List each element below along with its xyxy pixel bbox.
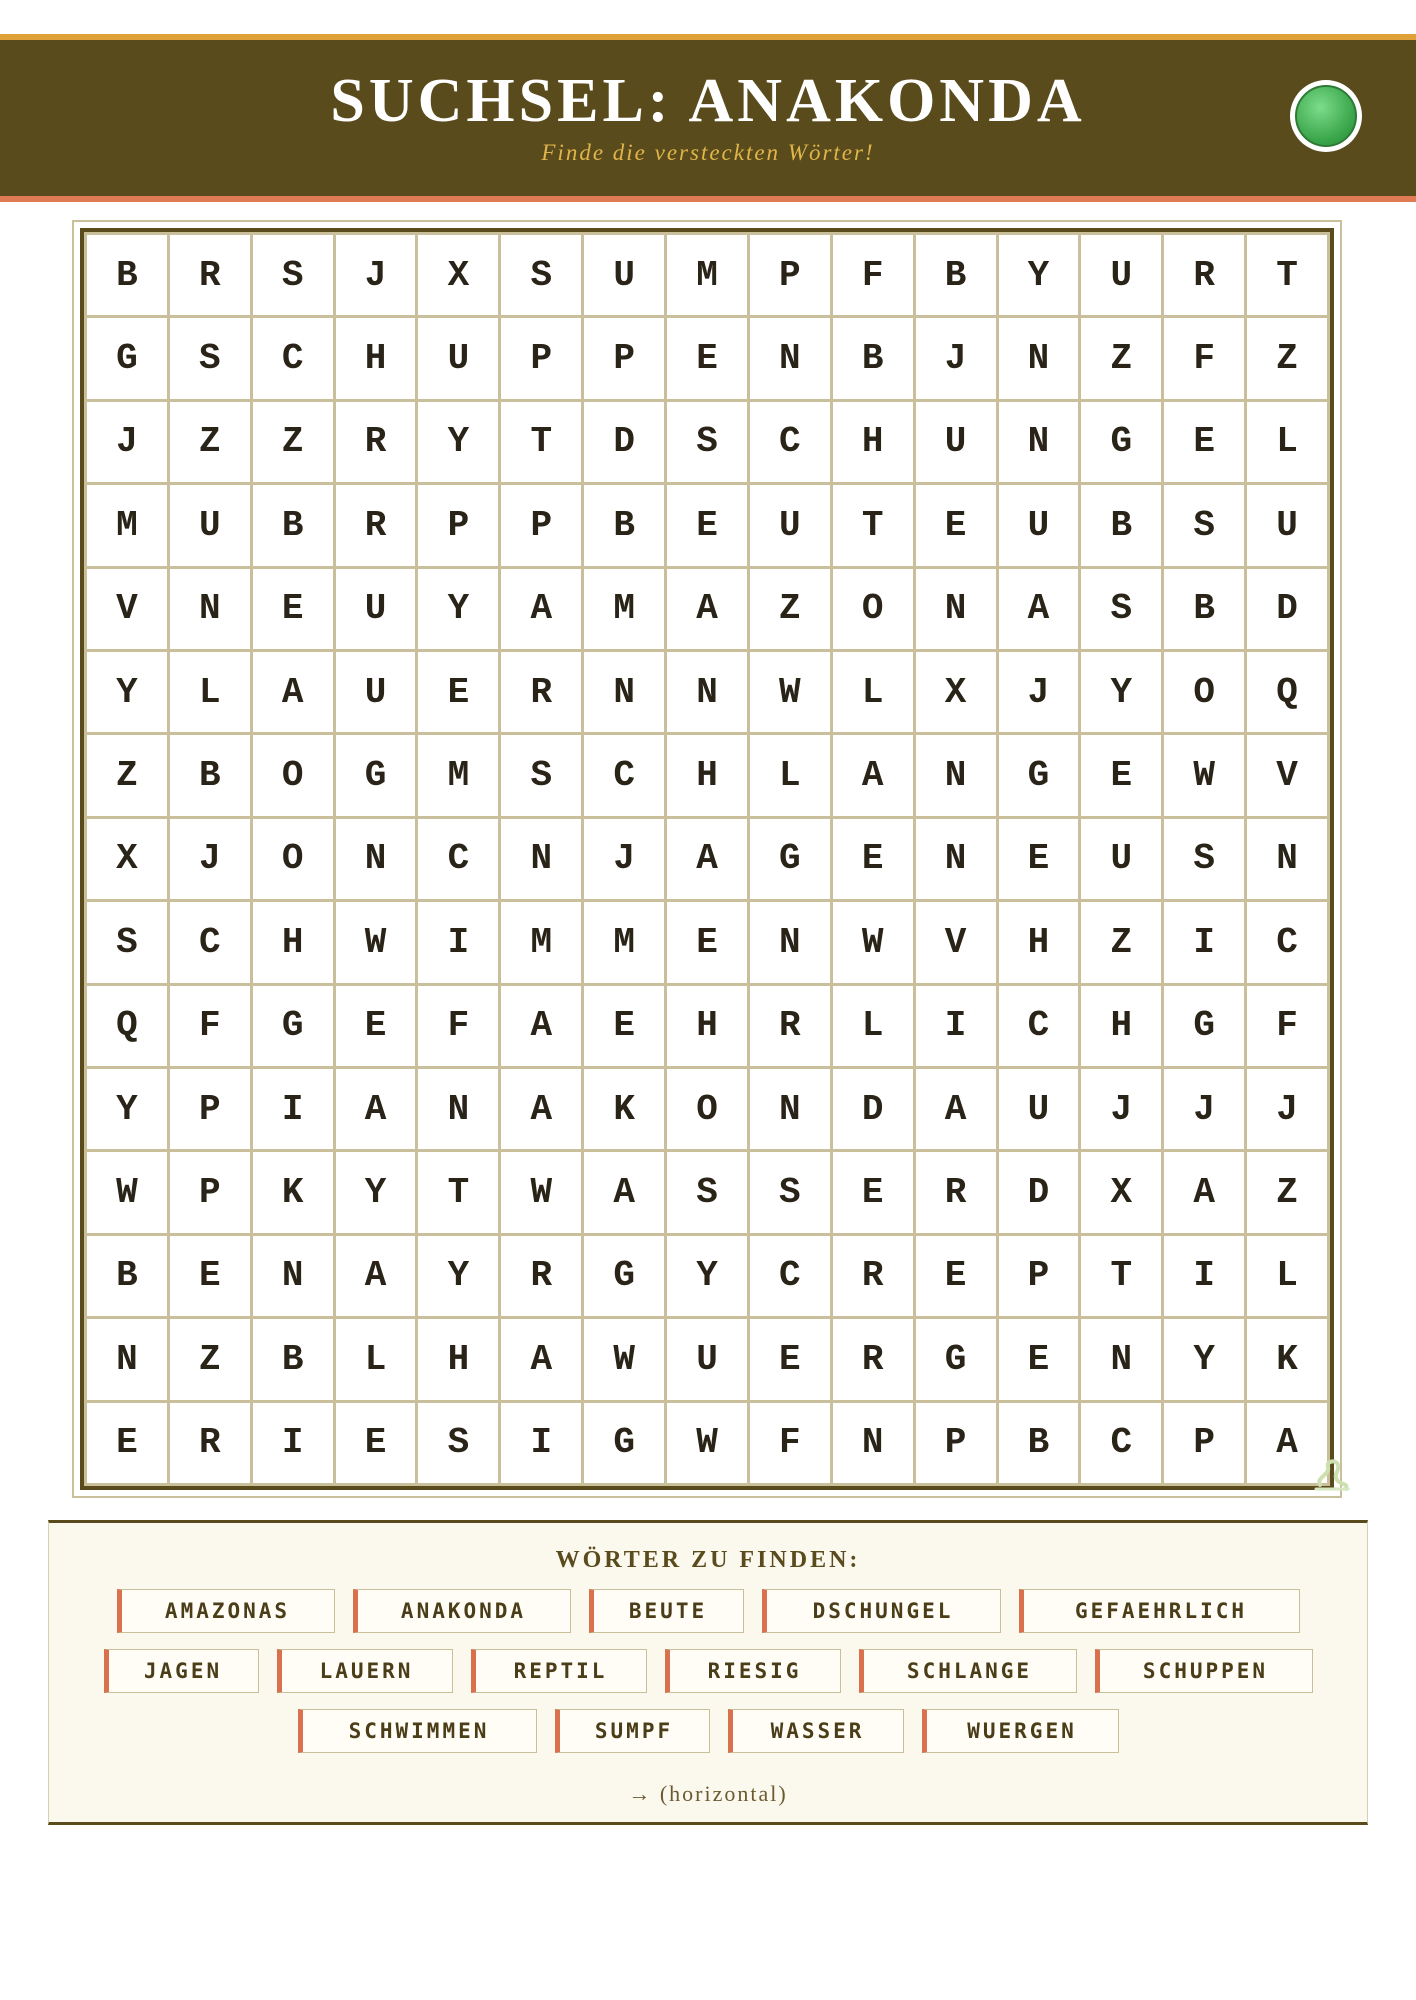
grid-cell[interactable]: M xyxy=(501,902,581,982)
grid-cell[interactable]: H xyxy=(833,402,913,482)
grid-cell[interactable]: Y xyxy=(87,1069,167,1149)
grid-cell[interactable]: C xyxy=(170,902,250,982)
word-tag: RIESIG xyxy=(665,1649,841,1693)
grid-cell[interactable]: P xyxy=(750,235,830,315)
word-tag: BEUTE xyxy=(589,1589,744,1633)
grid-cell[interactable]: E xyxy=(999,819,1079,899)
word-tag: ANAKONDA xyxy=(353,1589,571,1633)
grid-cell[interactable]: L xyxy=(170,652,250,732)
grid-cell[interactable]: S xyxy=(501,735,581,815)
grid-cell[interactable]: Y xyxy=(1081,652,1161,732)
grid-cell[interactable]: B xyxy=(253,485,333,565)
grid-cell[interactable]: W xyxy=(667,1403,747,1483)
grid-cell[interactable]: Q xyxy=(1247,652,1327,732)
grid-cell[interactable]: U xyxy=(1247,485,1327,565)
grid-cell[interactable]: N xyxy=(750,1069,830,1149)
grid-cell[interactable]: O xyxy=(253,735,333,815)
word-list-row xyxy=(49,1649,1367,1693)
grid-cell[interactable]: T xyxy=(1081,1236,1161,1316)
grid-cell[interactable]: W xyxy=(584,1319,664,1399)
grid-cell[interactable]: N xyxy=(916,819,996,899)
grid-cell[interactable]: K xyxy=(584,1069,664,1149)
grid-cell[interactable]: G xyxy=(584,1403,664,1483)
grid-cell[interactable]: K xyxy=(1247,1319,1327,1399)
grid-cell[interactable]: Z xyxy=(170,1319,250,1399)
grid-cell[interactable]: I xyxy=(253,1069,333,1149)
grid-cell[interactable]: E xyxy=(916,485,996,565)
grid-cell[interactable]: H xyxy=(667,986,747,1066)
grid-cell[interactable]: P xyxy=(584,318,664,398)
grid-cell[interactable]: Z xyxy=(253,402,333,482)
grid-cell[interactable]: D xyxy=(833,1069,913,1149)
grid-cell[interactable]: B xyxy=(999,1403,1079,1483)
grid-cell[interactable]: E xyxy=(667,485,747,565)
grid-cell[interactable]: E xyxy=(336,986,416,1066)
grid-cell[interactable]: U xyxy=(667,1319,747,1399)
grid-cell[interactable]: E xyxy=(170,1236,250,1316)
grid-cell[interactable]: J xyxy=(1081,1069,1161,1149)
status-indicator xyxy=(1290,80,1362,152)
grid-cell[interactable]: W xyxy=(501,1152,581,1232)
grid-cell[interactable]: G xyxy=(1164,986,1244,1066)
grid-cell[interactable]: A xyxy=(1247,1403,1327,1483)
grid-cell[interactable]: U xyxy=(584,235,664,315)
grid-cell[interactable]: G xyxy=(750,819,830,899)
grid-cell[interactable]: Z xyxy=(1247,1152,1327,1232)
grid-cell[interactable]: S xyxy=(253,235,333,315)
letter-grid xyxy=(80,228,1334,1490)
grid-cell[interactable]: L xyxy=(1247,402,1327,482)
grid-cell[interactable]: Y xyxy=(418,402,498,482)
grid-cell[interactable]: Y xyxy=(418,1236,498,1316)
grid-cell[interactable]: S xyxy=(170,318,250,398)
grid-cell[interactable]: D xyxy=(584,402,664,482)
grid-cell[interactable]: A xyxy=(584,1152,664,1232)
grid-cell[interactable]: A xyxy=(501,569,581,649)
grid-cell[interactable]: S xyxy=(1164,819,1244,899)
grid-cell[interactable]: B xyxy=(87,1236,167,1316)
grid-cell[interactable]: X xyxy=(418,235,498,315)
grid-cell[interactable]: H xyxy=(336,318,416,398)
grid-cell[interactable]: N xyxy=(336,819,416,899)
grid-cell[interactable]: A xyxy=(336,1069,416,1149)
grid-cell[interactable]: N xyxy=(999,318,1079,398)
grid-cell[interactable]: W xyxy=(833,902,913,982)
grid-cell[interactable]: X xyxy=(916,652,996,732)
grid-cell[interactable]: J xyxy=(1247,1069,1327,1149)
grid-cell[interactable]: Y xyxy=(87,652,167,732)
grid-cell[interactable]: E xyxy=(336,1403,416,1483)
grid-cell[interactable]: V xyxy=(916,902,996,982)
grid-cell[interactable]: H xyxy=(253,902,333,982)
grid-cell[interactable]: F xyxy=(418,986,498,1066)
grid-cell[interactable]: I xyxy=(1164,1236,1244,1316)
grid-cell[interactable]: U xyxy=(336,569,416,649)
grid-cell[interactable]: X xyxy=(87,819,167,899)
word-list-row xyxy=(49,1709,1367,1753)
grid-cell[interactable]: R xyxy=(833,1236,913,1316)
grid-cell[interactable]: E xyxy=(418,652,498,732)
grid-cell[interactable]: R xyxy=(501,1236,581,1316)
page-title: SUCHSEL: ANAKONDA xyxy=(330,67,1086,135)
grid-cell[interactable]: P xyxy=(170,1069,250,1149)
grid-cell[interactable]: N xyxy=(833,1403,913,1483)
grid-cell[interactable]: A xyxy=(253,652,333,732)
grid-cell[interactable]: H xyxy=(1081,986,1161,1066)
grid-cell[interactable]: C xyxy=(584,735,664,815)
grid-cell[interactable]: U xyxy=(916,402,996,482)
grid-cell[interactable]: U xyxy=(999,485,1079,565)
grid-cell[interactable]: M xyxy=(584,902,664,982)
grid-cell[interactable]: I xyxy=(418,902,498,982)
grid-cell[interactable]: B xyxy=(253,1319,333,1399)
grid-cell[interactable]: E xyxy=(833,819,913,899)
page-subtitle: Finde die versteckten Wörter! xyxy=(541,140,875,165)
grid-cell[interactable]: Y xyxy=(667,1236,747,1316)
grid-cell[interactable]: F xyxy=(833,235,913,315)
grid-cell[interactable]: R xyxy=(916,1152,996,1232)
grid-cell[interactable]: F xyxy=(750,1403,830,1483)
grid-cell[interactable]: J xyxy=(87,402,167,482)
grid-cell[interactable]: N xyxy=(584,652,664,732)
grid-cell[interactable]: P xyxy=(501,318,581,398)
grid-cell[interactable]: G xyxy=(253,986,333,1066)
grid-cell[interactable]: G xyxy=(999,735,1079,815)
grid-cell[interactable]: B xyxy=(1081,485,1161,565)
grid-cell[interactable]: R xyxy=(750,986,830,1066)
grid-cell[interactable]: U xyxy=(336,652,416,732)
grid-cell[interactable]: E xyxy=(1164,402,1244,482)
grid-cell[interactable]: U xyxy=(750,485,830,565)
grid-cell[interactable]: W xyxy=(87,1152,167,1232)
grid-cell[interactable]: G xyxy=(1081,402,1161,482)
grid-cell[interactable]: A xyxy=(501,1069,581,1149)
green-circle-icon xyxy=(1295,85,1357,147)
grid-cell[interactable]: Z xyxy=(1247,318,1327,398)
grid-cell[interactable]: S xyxy=(750,1152,830,1232)
grid-cell[interactable]: O xyxy=(833,569,913,649)
grid-cell[interactable]: M xyxy=(584,569,664,649)
word-tag: SCHWIMMEN xyxy=(298,1709,537,1753)
grid-cell[interactable]: F xyxy=(1164,318,1244,398)
grid-cell[interactable]: O xyxy=(1164,652,1244,732)
grid-cell[interactable]: N xyxy=(418,1069,498,1149)
grid-cell[interactable]: E xyxy=(667,902,747,982)
grid-cell[interactable]: I xyxy=(501,1403,581,1483)
grid-cell[interactable]: P xyxy=(418,485,498,565)
grid-cell[interactable]: T xyxy=(501,402,581,482)
grid-cell[interactable]: U xyxy=(1081,819,1161,899)
grid-cell[interactable]: D xyxy=(1247,569,1327,649)
grid-cell[interactable]: M xyxy=(667,235,747,315)
grid-cell[interactable]: A xyxy=(501,986,581,1066)
grid-cell[interactable]: N xyxy=(170,569,250,649)
grid-cell[interactable]: P xyxy=(999,1236,1079,1316)
grid-cell[interactable]: F xyxy=(1247,986,1327,1066)
grid-cell[interactable]: C xyxy=(750,1236,830,1316)
grid-cell[interactable]: H xyxy=(418,1319,498,1399)
grid-cell[interactable]: V xyxy=(87,569,167,649)
word-tag: SUMPF xyxy=(555,1709,710,1753)
grid-cell[interactable]: N xyxy=(750,902,830,982)
grid-cell[interactable]: E xyxy=(833,1152,913,1232)
grid-cell[interactable]: J xyxy=(170,819,250,899)
word-tag: REPTIL xyxy=(471,1649,647,1693)
grid-cell[interactable]: N xyxy=(916,569,996,649)
grid-cell[interactable]: E xyxy=(916,1236,996,1316)
grid-cell[interactable]: L xyxy=(750,735,830,815)
grid-cell[interactable]: L xyxy=(336,1319,416,1399)
grid-cell[interactable]: E xyxy=(667,318,747,398)
grid-cell[interactable]: A xyxy=(833,735,913,815)
word-tag: SCHLANGE xyxy=(859,1649,1077,1693)
grid-cell[interactable]: M xyxy=(87,485,167,565)
grid-cell[interactable]: J xyxy=(584,819,664,899)
grid-cell[interactable]: A xyxy=(501,1319,581,1399)
word-tag: JAGEN xyxy=(104,1649,259,1693)
grid-cell[interactable]: P xyxy=(170,1152,250,1232)
grid-cell[interactable]: C xyxy=(418,819,498,899)
grid-cell[interactable]: Z xyxy=(750,569,830,649)
grid-cell[interactable]: S xyxy=(667,402,747,482)
grid-cell[interactable]: B xyxy=(87,235,167,315)
grid-cell[interactable]: A xyxy=(667,569,747,649)
grid-cell[interactable]: N xyxy=(501,819,581,899)
grid-cell[interactable]: C xyxy=(1081,1403,1161,1483)
grid-cell[interactable]: Y xyxy=(999,235,1079,315)
grid-cell[interactable]: L xyxy=(833,986,913,1066)
grid-cell[interactable]: B xyxy=(833,318,913,398)
snake-icon xyxy=(1312,1455,1352,1495)
grid-cell[interactable]: P xyxy=(1164,1403,1244,1483)
grid-cell[interactable]: U xyxy=(999,1069,1079,1149)
grid-cell[interactable]: A xyxy=(916,1069,996,1149)
grid-cell[interactable]: I xyxy=(1164,902,1244,982)
grid-cell[interactable]: F xyxy=(170,986,250,1066)
grid-cell[interactable]: P xyxy=(916,1403,996,1483)
grid-cell[interactable]: R xyxy=(501,652,581,732)
grid-cell[interactable]: T xyxy=(833,485,913,565)
grid-cell[interactable]: A xyxy=(336,1236,416,1316)
grid-cell[interactable]: L xyxy=(1247,1236,1327,1316)
grid-cell[interactable]: S xyxy=(418,1403,498,1483)
word-list-row xyxy=(49,1589,1367,1633)
grid-cell[interactable]: G xyxy=(336,735,416,815)
grid-cell[interactable]: G xyxy=(87,318,167,398)
word-tag: SCHUPPEN xyxy=(1095,1649,1313,1693)
grid-cell[interactable]: E xyxy=(584,986,664,1066)
grid-cell[interactable]: G xyxy=(584,1236,664,1316)
grid-cell[interactable]: C xyxy=(1247,902,1327,982)
grid-cell[interactable]: K xyxy=(253,1152,333,1232)
grid-cell[interactable]: R xyxy=(833,1319,913,1399)
grid-cell[interactable]: B xyxy=(170,735,250,815)
grid-cell[interactable]: A xyxy=(667,819,747,899)
grid-cell[interactable]: A xyxy=(1164,1152,1244,1232)
grid-cell[interactable]: W xyxy=(1164,735,1244,815)
grid-cell[interactable]: J xyxy=(916,318,996,398)
grid-cell[interactable]: I xyxy=(916,986,996,1066)
grid-cell[interactable]: Z xyxy=(1081,902,1161,982)
grid-cell[interactable]: R xyxy=(336,485,416,565)
words-panel xyxy=(48,1520,1368,1825)
word-tag: WUERGEN xyxy=(922,1709,1119,1753)
grid-cell[interactable]: D xyxy=(999,1152,1079,1232)
grid-cell[interactable]: J xyxy=(336,235,416,315)
word-tag: LAUERN xyxy=(277,1649,453,1693)
grid-cell[interactable]: C xyxy=(999,986,1079,1066)
grid-cell[interactable]: W xyxy=(750,652,830,732)
grid-cell[interactable]: E xyxy=(1081,735,1161,815)
word-tag: GEFAEHRLICH xyxy=(1019,1589,1300,1633)
grid-cell[interactable]: P xyxy=(501,485,581,565)
word-tag: WASSER xyxy=(728,1709,904,1753)
grid-cell[interactable]: M xyxy=(418,735,498,815)
grid-cell[interactable]: S xyxy=(501,235,581,315)
grid-cell[interactable]: J xyxy=(1164,1069,1244,1149)
grid-cell[interactable]: V xyxy=(1247,735,1327,815)
grid-cell[interactable]: Q xyxy=(87,986,167,1066)
word-tag: DSCHUNGEL xyxy=(762,1589,1001,1633)
grid-cell[interactable]: S xyxy=(1164,485,1244,565)
grid-cell[interactable]: I xyxy=(253,1403,333,1483)
grid-cell[interactable]: N xyxy=(667,652,747,732)
grid-cell[interactable]: Y xyxy=(1164,1319,1244,1399)
grid-cell[interactable]: E xyxy=(750,1319,830,1399)
grid-cell[interactable]: T xyxy=(418,1152,498,1232)
grid-cell[interactable]: E xyxy=(253,569,333,649)
grid-cell[interactable]: N xyxy=(750,318,830,398)
grid-cell[interactable]: H xyxy=(667,735,747,815)
grid-cell[interactable]: O xyxy=(667,1069,747,1149)
grid-cell[interactable]: S xyxy=(667,1152,747,1232)
grid-cell[interactable]: E xyxy=(999,1319,1079,1399)
grid-cell[interactable]: S xyxy=(87,902,167,982)
grid-cell[interactable]: A xyxy=(999,569,1079,649)
header-banner xyxy=(0,34,1416,202)
grid-cell[interactable]: H xyxy=(999,902,1079,982)
grid-cell[interactable]: N xyxy=(87,1319,167,1399)
grid-cell[interactable]: J xyxy=(999,652,1079,732)
grid-cell[interactable]: Z xyxy=(170,402,250,482)
grid-cell[interactable]: Z xyxy=(1081,318,1161,398)
grid-cell[interactable]: C xyxy=(253,318,333,398)
grid-cell[interactable]: C xyxy=(750,402,830,482)
grid-cell[interactable]: O xyxy=(253,819,333,899)
grid-cell[interactable]: B xyxy=(916,235,996,315)
grid-cell[interactable]: R xyxy=(1164,235,1244,315)
direction-note: → (horizontal) xyxy=(628,1781,788,1806)
grid-cell[interactable]: W xyxy=(336,902,416,982)
grid-cell[interactable]: Y xyxy=(418,569,498,649)
grid-cell[interactable]: T xyxy=(1247,235,1327,315)
grid-cell[interactable]: N xyxy=(999,402,1079,482)
grid-cell[interactable]: R xyxy=(336,402,416,482)
grid-cell[interactable]: R xyxy=(170,235,250,315)
word-tag: AMAZONAS xyxy=(117,1589,335,1633)
grid-cell[interactable]: R xyxy=(170,1403,250,1483)
grid-cell[interactable]: Z xyxy=(87,735,167,815)
grid-cell[interactable]: B xyxy=(584,485,664,565)
grid-cell[interactable]: E xyxy=(87,1403,167,1483)
grid-cell[interactable]: N xyxy=(1247,819,1327,899)
grid-cell[interactable]: L xyxy=(833,652,913,732)
grid-cell[interactable]: G xyxy=(916,1319,996,1399)
grid-cell[interactable]: B xyxy=(1164,569,1244,649)
grid-cell[interactable]: U xyxy=(418,318,498,398)
grid-cell[interactable]: U xyxy=(1081,235,1161,315)
grid-cell[interactable]: U xyxy=(170,485,250,565)
grid-cell[interactable]: N xyxy=(916,735,996,815)
grid-cell[interactable]: X xyxy=(1081,1152,1161,1232)
grid-cell[interactable]: N xyxy=(1081,1319,1161,1399)
words-title: WÖRTER ZU FINDEN: xyxy=(555,1547,861,1573)
grid-cell[interactable]: Y xyxy=(336,1152,416,1232)
grid-cell[interactable]: S xyxy=(1081,569,1161,649)
grid-cell[interactable]: N xyxy=(253,1236,333,1316)
